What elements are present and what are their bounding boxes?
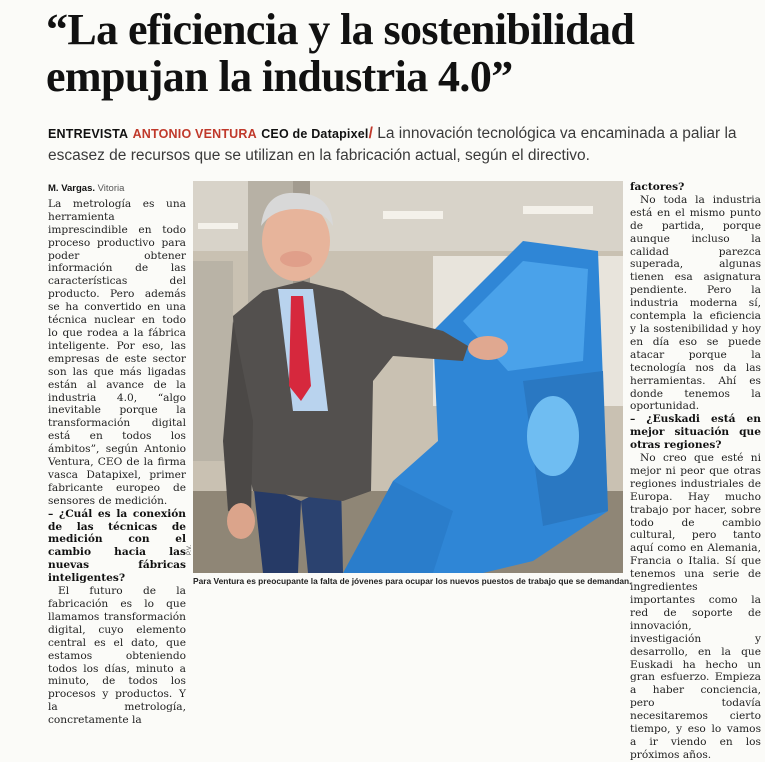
byline [48, 183, 186, 196]
headline [46, 6, 761, 100]
deck-name: ANTONIO VENTURA [132, 127, 257, 141]
deck-role: CEO de Datapixel [261, 127, 369, 141]
column-right [630, 181, 761, 762]
paragraph: No creo que esté ni mejor ni peor que otras regiones industriales de Europa. Hay mucho trabajo por hacer, sobre todo de cambio cultural, pero tanto aquí como en Alemania, Francia o Italia. Sí que tenemos una serie de ingredientes importantes como la red de soporte de innovación, investigación y desarrollo, en la que Euskadi ha hecho un gran esfuerzo. Empieza a haber conciencia, pero todavía necesitaremos cierto tiempo, y eso lo vamos a ir viendo en los próximos años. [630, 452, 761, 761]
question: – ¿Euskadi está en mejor situación que otras regiones? [630, 413, 761, 452]
deck [48, 123, 763, 166]
question-end: factores? [630, 181, 685, 193]
paragraph: El futuro de la fabricación es lo que llamamos transformación digital, cuyo elemento central es el dato, que estamos obteniendo todos los días, minuto a minuto, de todos los procesos y productos. Y la metrología, concretamente la [48, 585, 186, 727]
photo-caption: Para Ventura es preocupante la falta de jóvenes para ocupar los nuevos puestos de trabajo que se demandan. [193, 576, 632, 586]
byline-author: M. Vargas. [48, 183, 95, 194]
headline-line-1: “La eficiencia y la sostenibilidad [46, 5, 635, 54]
headline-line-2: empujan la industria 4.0” [46, 52, 513, 101]
photo-credit: P.V. [187, 544, 193, 555]
column-left [48, 183, 186, 727]
interview-photo [193, 181, 623, 573]
deck-text: La innovación tecnológica va encaminada a paliar la escasez de recursos que se utilizan en la fabricación actual, según el directivo. [48, 125, 737, 164]
deck-slash: / [368, 125, 373, 142]
photo-illustration [193, 181, 623, 573]
byline-place: Vitoria [97, 183, 125, 194]
question: – ¿Cuál es la conexión de las técnicas de medición con el cambio hacia las nuevas fábricas inteligentes? [48, 507, 186, 585]
paragraph: No toda la industria está en el mismo punto de partida, porque aunque incluso la calidad parezca superada, algunas tienen esa asignatura pendiente. Pero la industria moderna sí, contempla la eficiencia y la sostenibilidad y hoy en día eso se puede atacar porque la tecnología nos da las herramientas. Ahí es donde tenemos la oportunidad. [630, 193, 761, 413]
deck-label: ENTREVISTA [48, 127, 129, 141]
paragraph: La metrología es una herramienta imprescindible en todo proceso productivo para poder obtener información de las características del producto. Pero además se ha convertido en una técnica nuclear en todo lo que rodea a la fábrica inteligente. Por eso, las empresas de este sector son las que más ligadas están al avance de la industria 4.0, “algo inevitable porque la transformación digital está en todos los ámbitos”, según Antonio Ventura, CEO de la firma vasca Datapixel, primer fabricante europeo de sensores de medición. [48, 197, 186, 507]
